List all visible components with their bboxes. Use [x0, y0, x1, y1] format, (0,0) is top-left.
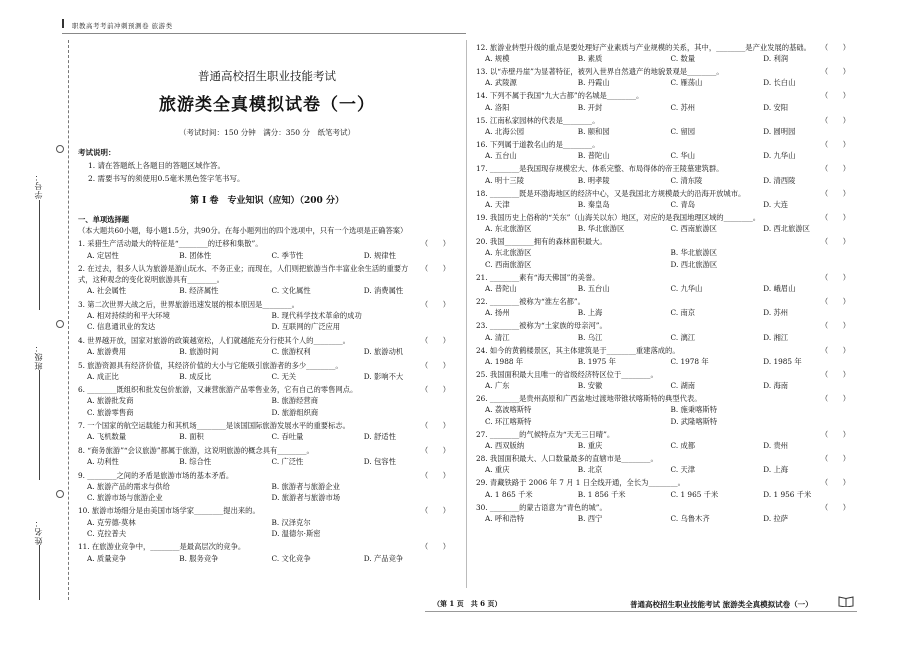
- options-group: [476, 332, 856, 343]
- answer-blank[interactable]: （ ）: [420, 542, 450, 552]
- option-b[interactable]: B. 乌江: [577, 332, 603, 342]
- option-a[interactable]: A. 北海公园: [485, 126, 525, 136]
- binding-line: [68, 40, 69, 600]
- question-item: [476, 42, 856, 64]
- options-group: [476, 150, 856, 161]
- option-c[interactable]: C. 留园: [670, 126, 696, 136]
- notes-title: 考试说明：: [78, 148, 116, 157]
- answer-blank[interactable]: （ ）: [820, 478, 850, 488]
- question-item: [476, 163, 856, 185]
- option-c[interactable]: C. 旅游零售商: [87, 407, 134, 417]
- option-c[interactable]: C. 雁荡山: [670, 78, 703, 88]
- page-number: （第 1 页 共 6 页）: [433, 599, 502, 608]
- question-item: [78, 335, 456, 357]
- option-b[interactable]: B. 秦皇岛: [577, 199, 610, 209]
- answer-blank[interactable]: （ ）: [820, 67, 850, 77]
- question-stem: 24. 如今的黄鹤楼景区，其主体建筑是于________重建落成的。: [476, 345, 680, 355]
- question-item: [476, 502, 856, 524]
- footer-title: 普通高校招生职业技能考试 旅游类全真模拟试卷（一）: [630, 600, 813, 609]
- option-b[interactable]: B. 安徽: [577, 381, 603, 391]
- note-item: 1. 请在答题纸上各题目的答题区域作答。: [88, 161, 226, 170]
- question-stem: 18. ________既是环渤海地区的经济中心，又是我国北方规模最大的沿海开放城市。: [476, 188, 746, 198]
- question-item: [78, 238, 456, 260]
- option-b[interactable]: B. 经济属性: [179, 286, 219, 296]
- options-group: [78, 456, 456, 467]
- answer-blank[interactable]: （ ）: [420, 299, 450, 309]
- question-stem: 1. 采猎生产活动最大的特征是“________的迁移和集散”。: [78, 239, 263, 249]
- option-a[interactable]: A. 明十三陵: [485, 175, 525, 185]
- option-d[interactable]: D. 利润: [763, 54, 789, 64]
- option-a[interactable]: A. 旅游批发商: [87, 396, 134, 406]
- answer-blank[interactable]: （ ）: [420, 335, 450, 345]
- option-b[interactable]: B. 成反比: [179, 371, 212, 381]
- question-stem: 30. ________的蒙古语意为“青色的城”。: [476, 502, 607, 512]
- question-stem: 9. ________之间的矛盾是旅游市场的基本矛盾。: [78, 470, 234, 480]
- options-group: [476, 77, 856, 88]
- note-item: 2. 需要书写的须使用0.5毫米黑色签字笔书写。: [88, 174, 245, 183]
- option-c[interactable]: C. 吞吐量: [271, 432, 304, 442]
- options-group: [476, 404, 856, 426]
- option-b[interactable]: B. 综合性: [179, 457, 212, 467]
- question-item: [476, 296, 856, 318]
- question-item: [476, 393, 856, 427]
- option-b[interactable]: B. 西宁: [577, 513, 603, 523]
- options-group: [78, 310, 456, 332]
- option-d[interactable]: D. 旅游组织商: [271, 407, 319, 417]
- question-stem: 17. ________是我国现存规模宏大、体系完整、布局得体的帝王陵墓建筑群。: [476, 164, 724, 174]
- question-stem: 25. 我国面积最大且唯一的省级经济特区位于________。: [476, 369, 658, 379]
- question-item: [476, 139, 856, 161]
- option-b[interactable]: B. 重庆: [577, 440, 603, 450]
- question-stem: 19. 我国历史上俗称的“关东”（山海关以东）地区，对应的是我国地理区域的________。: [476, 212, 761, 222]
- option-a[interactable]: A. 西双版纳: [485, 440, 525, 450]
- option-b[interactable]: B. 面积: [179, 432, 204, 442]
- bottom-rule: [425, 611, 857, 612]
- option-b[interactable]: B. 现代科学技术革命的成功: [271, 311, 362, 321]
- question-stem: 5. 旅游资源具有经济价值，其经济价值的大小与它能吸引旅游者的多少________。: [78, 360, 343, 370]
- option-c[interactable]: C. 文化竞争: [271, 553, 311, 563]
- question-stem: 28. 我国面积最大、人口数量最多的直辖市是________。: [476, 454, 658, 464]
- option-a[interactable]: A. 规模: [485, 54, 510, 64]
- part-title: 第 Ⅰ 卷 专业知识（应知）（200 分）: [190, 196, 344, 206]
- answer-blank[interactable]: （ ）: [420, 239, 450, 249]
- sidebar-name-label: 姓名：: [34, 518, 43, 545]
- answer-blank[interactable]: （ ）: [820, 272, 850, 282]
- option-d[interactable]: D. 西北旅游区: [670, 259, 718, 269]
- answer-blank[interactable]: （ ）: [820, 321, 850, 331]
- section-text: （本大题共60小题，每小题1.5分，共90分。在每小题列出的四个选项中，只有一个选项是正确答案）: [78, 226, 408, 235]
- option-d[interactable]: D. 峨眉山: [763, 283, 796, 293]
- option-a[interactable]: A. 旅游产品的需求与供给: [87, 481, 170, 491]
- options-group: [78, 553, 456, 564]
- option-b[interactable]: B. 旅游者与旅游企业: [271, 481, 340, 491]
- question-item: [78, 384, 456, 418]
- question-stem: 4. 世界越开放，国家对旅游的政策越宽松，人们就越能充分行使其个人的________。: [78, 335, 350, 345]
- options-group: [476, 307, 856, 318]
- question-stem: 29. 青藏铁路于 2006 年 7 月 1 日全线开通，全长为________。: [476, 478, 685, 488]
- answer-blank[interactable]: （ ）: [420, 445, 450, 455]
- question-item: [476, 429, 856, 451]
- option-c[interactable]: C. 季节性: [271, 250, 304, 260]
- option-a[interactable]: A. 重庆: [485, 465, 510, 475]
- option-c[interactable]: C. 广泛性: [271, 457, 304, 467]
- options-group: [476, 380, 856, 391]
- exam-meta: （考试时间：150 分钟 满分：350 分 纸笔考试）: [179, 128, 355, 137]
- option-a[interactable]: A. 洛阳: [485, 102, 510, 112]
- option-d[interactable]: D. 圆明园: [763, 126, 796, 136]
- question-item: [78, 263, 456, 297]
- option-d[interactable]: D. 拉萨: [763, 513, 789, 523]
- question-stem: 15. 江南私家园林的代表是________。: [476, 115, 600, 125]
- question-item: [78, 445, 456, 467]
- answer-blank[interactable]: （ ）: [820, 188, 850, 198]
- answer-blank[interactable]: （ ）: [820, 369, 850, 379]
- options-group: [78, 395, 456, 417]
- option-d[interactable]: D. 旅游动机: [363, 347, 404, 357]
- option-c[interactable]: C. 九华山: [670, 283, 703, 293]
- options-group: [476, 513, 856, 524]
- corner-mark-icon: [62, 19, 71, 28]
- option-b[interactable]: B. 丹霞山: [577, 78, 610, 88]
- option-b[interactable]: B. 开封: [577, 102, 603, 112]
- options-group: [476, 440, 856, 451]
- option-b[interactable]: B. 普陀山: [577, 151, 610, 161]
- option-a[interactable]: A. 广东: [485, 381, 510, 391]
- options-group: [476, 356, 856, 367]
- answer-blank[interactable]: （ ）: [820, 394, 850, 404]
- question-stem: 21. ________素有“海天佛国”的美誉。: [476, 272, 600, 282]
- option-c[interactable]: C. 乌鲁木齐: [670, 513, 710, 523]
- options-group: [78, 481, 456, 503]
- question-item: [78, 541, 456, 563]
- option-b[interactable]: B. 施秉喀斯特: [670, 405, 717, 415]
- question-list-left: [78, 238, 456, 563]
- option-c[interactable]: C. 成都: [670, 440, 696, 450]
- option-b[interactable]: B. 北京: [577, 465, 603, 475]
- question-stem: 13. 以“赤壁丹崖”为显著特征，被列入世界自然遗产的地貌景观是________。: [476, 67, 724, 77]
- left-column: [78, 40, 456, 564]
- answer-blank[interactable]: （ ）: [820, 237, 850, 247]
- option-a[interactable]: A. 武陵源: [485, 78, 517, 88]
- options-group: [476, 175, 856, 186]
- answer-blank[interactable]: （ ）: [820, 297, 850, 307]
- answer-blank[interactable]: （ ）: [820, 115, 850, 125]
- answer-blank[interactable]: （ ）: [420, 385, 450, 395]
- question-list-right: [476, 42, 856, 524]
- question-item: [476, 477, 856, 499]
- sidebar-student-id-label: 学号：: [34, 172, 43, 199]
- binding-hole-icon: [56, 145, 64, 153]
- exam-title: 旅游类全真模拟试卷（一）: [159, 95, 375, 115]
- option-a[interactable]: A. 扬州: [485, 308, 510, 318]
- option-d[interactable]: D. 大连: [763, 199, 789, 209]
- option-c[interactable]: C. 西南旅游区: [670, 224, 717, 234]
- question-stem: 14. 下列不属于我国“九大古都”的名城是________。: [476, 91, 644, 101]
- option-d[interactable]: D. 舒适性: [363, 432, 396, 442]
- option-c[interactable]: C. 旅游市场与旅游企业: [87, 492, 163, 502]
- option-d[interactable]: D. 贵州: [763, 440, 789, 450]
- question-item: [476, 320, 856, 342]
- answer-blank[interactable]: （ ）: [420, 506, 450, 516]
- question-item: [476, 188, 856, 210]
- option-a[interactable]: A. 普陀山: [485, 283, 517, 293]
- right-column: [476, 40, 856, 524]
- column-divider: [466, 40, 467, 588]
- option-c[interactable]: C. 青岛: [670, 199, 696, 209]
- options-group: [476, 102, 856, 113]
- option-d[interactable]: D. 苏州: [763, 308, 789, 318]
- option-c[interactable]: C. 1978 年: [670, 356, 709, 366]
- option-c[interactable]: C. 苏州: [670, 102, 696, 112]
- option-c[interactable]: C. 湖南: [670, 381, 696, 391]
- option-a[interactable]: A. 清江: [485, 332, 510, 342]
- option-d[interactable]: D. 旅游者与旅游市场: [271, 492, 341, 502]
- option-d[interactable]: D. 互联网的广泛应用: [271, 322, 341, 332]
- sidebar-student-id-line: [39, 200, 40, 310]
- option-b[interactable]: B. 上海: [577, 308, 603, 318]
- question-item: [78, 470, 456, 504]
- option-d[interactable]: D. 清西陵: [763, 175, 796, 185]
- question-stem: 12. 旅游业转型升级的重点是要处理好产业素质与产业规模的关系，其中，________是产业发展的基础。: [476, 42, 811, 52]
- option-b[interactable]: B. 团体性: [179, 250, 212, 260]
- option-a[interactable]: A. 1988 年: [485, 356, 524, 366]
- question-item: [78, 505, 456, 539]
- option-b[interactable]: B. 汉泽克尔: [271, 517, 311, 527]
- question-stem: 23. ________被称为“土家族的母亲河”。: [476, 321, 607, 331]
- option-b[interactable]: B. 旅游时间: [179, 347, 219, 357]
- option-c[interactable]: C. 无关: [271, 371, 297, 381]
- option-d[interactable]: D. 武隆喀斯特: [670, 416, 718, 426]
- answer-blank[interactable]: （ ）: [420, 470, 450, 480]
- question-stem: 22. ________被称为“淮左名都”。: [476, 297, 585, 307]
- option-a[interactable]: A. 相对持续的和平大环境: [87, 311, 170, 321]
- question-stem: 26. ________是贵州高原和广西盆地过渡地带锥状喀斯特的典型代表。: [476, 394, 702, 404]
- answer-blank[interactable]: （ ）: [820, 42, 850, 52]
- sidebar-class-line: [39, 370, 40, 480]
- question-item: [476, 66, 856, 88]
- option-c[interactable]: C. 天津: [670, 465, 696, 475]
- options-group: [476, 464, 856, 475]
- option-a[interactable]: A. 东北旅游区: [485, 224, 532, 234]
- question-stem: 20. 我国________拥有的森林面积最大。: [476, 237, 607, 247]
- option-d[interactable]: D. 上海: [763, 465, 789, 475]
- options-group: [476, 489, 856, 500]
- option-c[interactable]: C. 环江喀斯特: [485, 416, 532, 426]
- answer-blank[interactable]: （ ）: [820, 164, 850, 174]
- option-d[interactable]: D. 1985 年: [763, 356, 802, 366]
- section-instructions: [78, 214, 456, 236]
- option-a[interactable]: A. 飞机数量: [87, 432, 127, 442]
- sidebar-name-line: [39, 545, 40, 600]
- option-c[interactable]: C. 数量: [670, 54, 696, 64]
- binding-hole-icon: [56, 320, 64, 328]
- option-a[interactable]: A. 荔波喀斯特: [485, 405, 532, 415]
- option-a[interactable]: A. 旅游费用: [87, 347, 127, 357]
- question-item: [476, 272, 856, 294]
- option-d[interactable]: D. 温德尔·斯密: [271, 528, 321, 538]
- options-group: [78, 517, 456, 539]
- option-d[interactable]: D. 影响不大: [363, 371, 404, 381]
- option-b[interactable]: B. 服务竞争: [179, 553, 219, 563]
- answer-blank[interactable]: （ ）: [420, 421, 450, 431]
- options-group: [476, 199, 856, 210]
- question-item: [476, 90, 856, 112]
- option-a[interactable]: A. 定居性: [87, 250, 119, 260]
- answer-blank[interactable]: （ ）: [820, 212, 850, 222]
- option-b[interactable]: B. 素质: [577, 54, 603, 64]
- option-c[interactable]: C. 文化属性: [271, 286, 311, 296]
- option-a[interactable]: A. 1 865 千米: [485, 489, 533, 499]
- option-b[interactable]: B. 明孝陵: [577, 175, 610, 185]
- option-b[interactable]: B. 1975 年: [577, 356, 616, 366]
- answer-blank[interactable]: （ ）: [420, 264, 450, 273]
- option-a[interactable]: A. 东北旅游区: [485, 248, 532, 258]
- option-d[interactable]: D. 西北旅游区: [763, 224, 810, 234]
- option-c[interactable]: C. 西南旅游区: [485, 259, 532, 269]
- option-a[interactable]: A. 五台山: [485, 151, 517, 161]
- option-c[interactable]: C. 1 965 千米: [670, 489, 719, 499]
- question-item: [476, 453, 856, 475]
- option-b[interactable]: B. 1 856 千米: [577, 489, 626, 499]
- option-a[interactable]: A. 社会属性: [87, 286, 127, 296]
- option-a[interactable]: A. 质量竞争: [87, 553, 127, 563]
- question-item: [476, 212, 856, 234]
- options-group: [78, 371, 456, 382]
- top-rule: [62, 33, 466, 34]
- option-b[interactable]: B. 旅游经营商: [271, 396, 318, 406]
- options-group: [476, 126, 856, 137]
- question-item: [78, 360, 456, 382]
- option-d[interactable]: D. 消费属性: [363, 286, 404, 296]
- option-d[interactable]: D. 规律性: [363, 250, 396, 260]
- option-c[interactable]: C. 清东陵: [670, 175, 703, 185]
- question-stem: 2. 在过去，很多人认为旅游是游山玩水、不务正业；而现在，人们则把旅游当作丰富业余生活的重要方式，这种观念的变化说明旅游具有________。: [78, 264, 409, 285]
- options-group: [476, 283, 856, 294]
- answer-blank[interactable]: （ ）: [820, 429, 850, 439]
- option-d[interactable]: D. 产品竞争: [363, 553, 404, 563]
- options-group: [78, 431, 456, 442]
- sidebar-class-label: 班级：: [34, 343, 43, 370]
- question-item: [476, 369, 856, 391]
- answer-blank[interactable]: （ ）: [820, 345, 850, 355]
- option-a[interactable]: A. 功利性: [87, 457, 119, 467]
- option-b[interactable]: B. 华北旅游区: [670, 248, 717, 258]
- option-a[interactable]: A. 天津: [485, 199, 510, 209]
- answer-blank[interactable]: （ ）: [420, 360, 450, 370]
- question-stem: 7. 一个国家的航空运载能力和其机场________是该国国际旅游发展水平的重要标志。: [78, 421, 350, 431]
- binding-hole-icon: [56, 490, 64, 498]
- option-c[interactable]: C. 克拉普夫: [87, 528, 127, 538]
- section-heading: 一、单项选择题: [78, 215, 130, 224]
- option-d[interactable]: D. 海南: [763, 381, 789, 391]
- option-a[interactable]: A. 成正比: [87, 371, 119, 381]
- question-stem: 16. 下列属于道教名山的是________。: [476, 140, 600, 150]
- top-strip: 职教高考考前冲刺预测卷 旅游类: [72, 22, 173, 30]
- option-c[interactable]: C. 信息通讯业的发达: [87, 322, 156, 332]
- question-item: [476, 345, 856, 367]
- question-stem: 11. 在旅游业竞争中，________是最高层次的竞争。: [78, 542, 246, 552]
- option-d[interactable]: D. 包容性: [363, 457, 396, 467]
- option-b[interactable]: B. 华北旅游区: [577, 224, 625, 234]
- option-c[interactable]: C. 南京: [670, 308, 696, 318]
- options-group: [476, 223, 856, 234]
- answer-blank[interactable]: （ ）: [820, 502, 850, 512]
- option-d[interactable]: D. 1 956 千米: [763, 489, 812, 499]
- question-stem: 6. ________既组织和批发包价旅游，又兼营旅游产品零售业务，它有自己的零售网点。: [78, 385, 358, 395]
- question-stem: 27. ________的气候特点为“天无三日晴”。: [476, 429, 615, 439]
- book-icon: [838, 595, 854, 607]
- options-group: [476, 247, 856, 269]
- answer-blank[interactable]: （ ）: [820, 140, 850, 150]
- option-d[interactable]: D. 长白山: [763, 78, 796, 88]
- options-group: [78, 285, 456, 296]
- question-item: [78, 420, 456, 442]
- option-d[interactable]: D. 湘江: [763, 332, 789, 342]
- options-group: [78, 250, 456, 261]
- question-item: [476, 236, 856, 270]
- answer-blank[interactable]: （ ）: [820, 91, 850, 101]
- option-b[interactable]: B. 颐和园: [577, 126, 610, 136]
- option-a[interactable]: A. 呼和浩特: [485, 513, 525, 523]
- option-a[interactable]: A. 克劳德·莫林: [87, 517, 136, 527]
- options-group: [476, 53, 856, 64]
- option-b[interactable]: B. 五台山: [577, 283, 610, 293]
- option-c[interactable]: C. 华山: [670, 151, 696, 161]
- option-d[interactable]: D. 安阳: [763, 102, 789, 112]
- options-group: [78, 346, 456, 357]
- question-stem: 10. 旅游市场细分是由美国市场学家________提出来的。: [78, 506, 260, 516]
- option-c[interactable]: C. 漓江: [670, 332, 696, 342]
- question-item: [78, 299, 456, 333]
- option-d[interactable]: D. 九华山: [763, 151, 796, 161]
- option-c[interactable]: C. 旅游权利: [271, 347, 311, 357]
- answer-blank[interactable]: （ ）: [820, 454, 850, 464]
- question-stem: 3. 第二次世界大战之后，世界旅游迅速发展的根本原因是________。: [78, 299, 299, 309]
- question-item: [476, 115, 856, 137]
- exam-subtitle: 普通高校招生职业技能考试: [198, 69, 336, 83]
- question-stem: 8. “商务旅游”“会议旅游”都属于旅游，这说明旅游的概念具有________。: [78, 445, 314, 455]
